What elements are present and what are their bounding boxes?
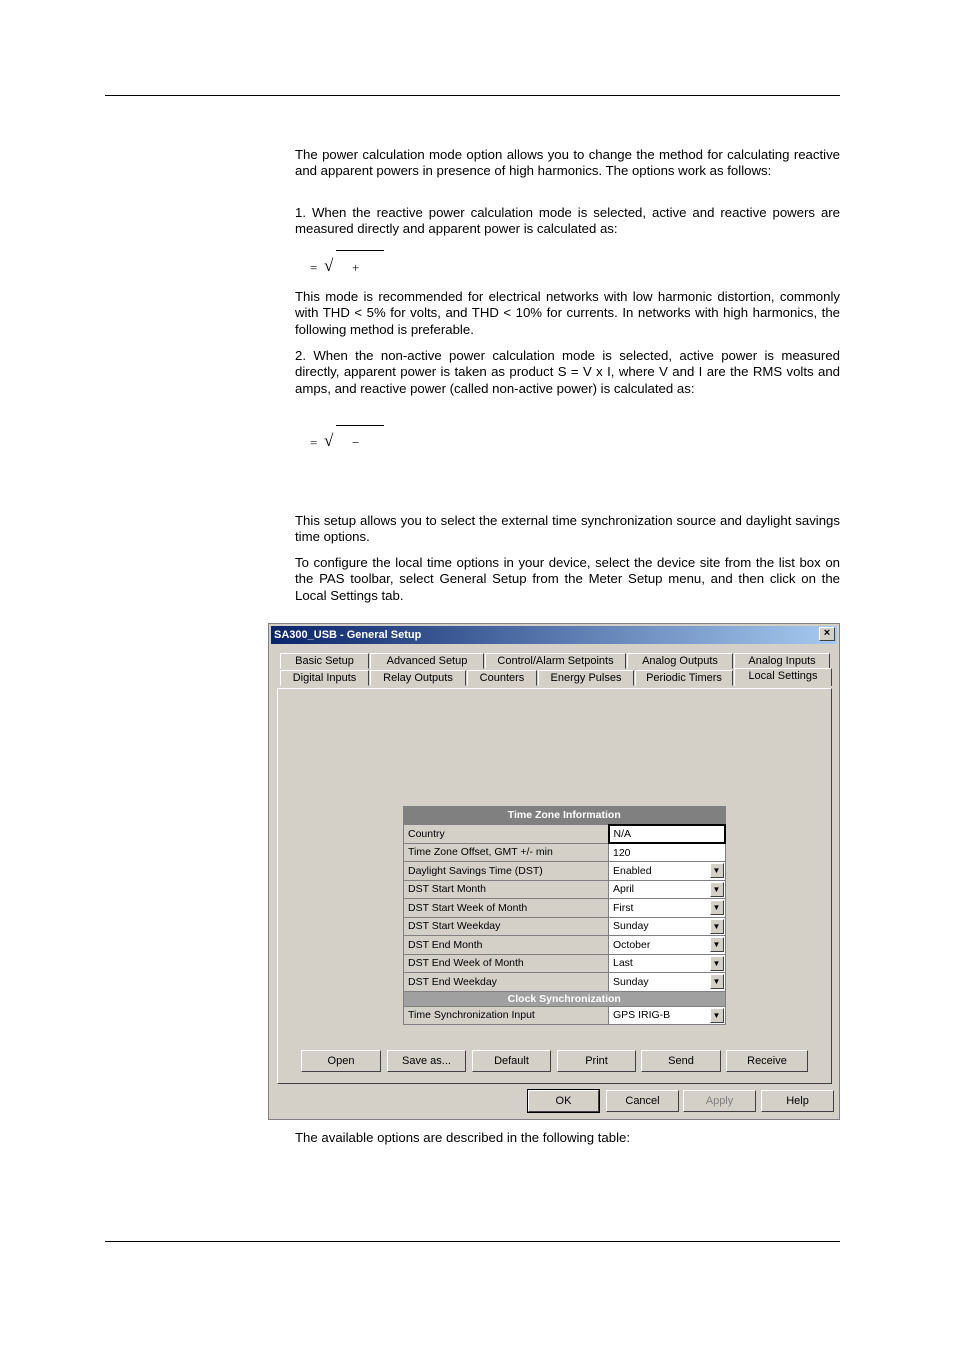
table-row — [404, 899, 726, 918]
dst-start-week-select[interactable] — [609, 899, 726, 918]
paragraph-setup-intro: This setup allows you to select the external time synchronization source and daylight savings time options. — [295, 513, 840, 545]
dst-select[interactable] — [609, 862, 726, 881]
formula-operator: + — [352, 260, 360, 275]
tab-advanced-setup[interactable]: Advanced Setup — [370, 653, 484, 669]
table-row — [404, 880, 726, 899]
sqrt-bar — [336, 425, 384, 426]
dst-start-weekday-value: Sunday — [613, 920, 649, 933]
dst-value: Enabled — [613, 864, 652, 877]
ok-button[interactable]: OK — [528, 1090, 599, 1112]
footer-rule — [105, 1241, 840, 1242]
table-row — [404, 936, 726, 955]
table-row — [404, 954, 726, 973]
chevron-down-icon[interactable]: ▼ — [710, 863, 724, 878]
time-sync-input-value: GPS IRIG-B — [613, 1009, 671, 1022]
tab-analog-inputs[interactable]: Analog Inputs — [734, 653, 830, 669]
tab-basic-setup[interactable]: Basic Setup — [280, 653, 369, 669]
dst-start-month-select[interactable] — [609, 880, 726, 899]
dst-end-weekday-value: Sunday — [613, 975, 649, 988]
tab-digital-inputs[interactable]: Digital Inputs — [280, 670, 369, 686]
dst-end-weekday-select[interactable] — [609, 973, 726, 992]
row-label-dst: Daylight Savings Time (DST) — [404, 862, 609, 881]
row-label-country: Country — [404, 825, 609, 844]
time-zone-offset-value: 120 — [613, 846, 631, 859]
table-row — [404, 862, 726, 881]
chevron-down-icon[interactable]: ▼ — [710, 900, 724, 915]
receive-button[interactable]: Receive — [726, 1050, 808, 1072]
tab-control-alarm-setpoints[interactable]: Control/Alarm Setpoints — [485, 653, 626, 669]
help-button[interactable]: Help — [761, 1090, 834, 1112]
row-label-dst-end-weekday: DST End Weekday — [404, 973, 609, 992]
formula-operator: − — [352, 435, 360, 450]
paragraph-options-table: The available options are described in the following table: — [295, 1130, 631, 1145]
row-label-time-zone-offset: Time Zone Offset, GMT +/- min — [404, 843, 609, 862]
sqrt-bar — [336, 250, 384, 251]
country-input[interactable] — [609, 825, 726, 844]
tab-energy-pulses[interactable]: Energy Pulses — [538, 670, 634, 686]
send-button[interactable]: Send — [641, 1050, 721, 1072]
table-row — [404, 917, 726, 936]
dst-end-month-select[interactable] — [609, 936, 726, 955]
paragraph-nonactive-mode: 2. When the non-active power calculation mode is selected, active power is measured directly, apparent power is taken as product S = V x I, where V and I are the RMS volts and amps, and reactive power (called non-active power) is calculated as: — [295, 348, 840, 396]
tab-counters[interactable]: Counters — [467, 670, 537, 686]
cancel-button[interactable]: Cancel — [606, 1090, 679, 1112]
row-label-dst-end-month: DST End Month — [404, 936, 609, 955]
dst-start-month-value: April — [613, 883, 635, 896]
tab-analog-outputs[interactable]: Analog Outputs — [627, 653, 733, 669]
time-zone-offset-input[interactable] — [609, 843, 726, 862]
section-clock-synchronization: Clock Synchronization — [404, 991, 726, 1006]
tab-periodic-timers[interactable]: Periodic Timers — [635, 670, 733, 686]
table-row — [404, 973, 726, 992]
dst-end-week-value: Last — [613, 957, 633, 970]
dst-end-month-value: October — [613, 938, 651, 951]
dst-start-weekday-select[interactable] — [609, 917, 726, 936]
tab-panel-local-settings — [277, 688, 832, 1084]
apply-button[interactable]: Apply — [683, 1090, 756, 1112]
country-value: N/A — [613, 827, 632, 840]
table-row — [404, 1006, 726, 1025]
paragraph-intro: The power calculation mode option allows you to change the method for calculating reactive and apparent powers in presence of high harmonics. The options work as follows: — [295, 147, 840, 179]
section-time-zone-information: Time Zone Information — [404, 807, 726, 825]
row-label-time-sync-input: Time Synchronization Input — [404, 1006, 609, 1025]
chevron-down-icon[interactable]: ▼ — [710, 919, 724, 934]
chevron-down-icon[interactable]: ▼ — [710, 882, 724, 897]
dialog-titlebar — [271, 626, 837, 644]
paragraph-configure: To configure the local time options in your device, select the device site from the list box on the PAS toolbar, select General Setup from the Meter Setup menu, and then click on the Local Settings tab. — [295, 555, 840, 603]
table-row — [404, 825, 726, 844]
header-rule — [105, 95, 840, 96]
row-label-dst-start-month: DST Start Month — [404, 880, 609, 899]
paragraph-recommended: This mode is recommended for electrical networks with low harmonic distortion, commonly with THD < 5% for volts, and THD < 10% for currents. In networks with high harmonics, the following method is preferable. — [295, 289, 840, 337]
default-button[interactable]: Default — [472, 1050, 551, 1072]
row-label-dst-start-weekday: DST Start Weekday — [404, 917, 609, 936]
sqrt-icon: √ — [324, 431, 334, 450]
general-setup-dialog — [268, 623, 840, 1120]
chevron-down-icon[interactable]: ▼ — [710, 1008, 724, 1023]
time-sync-input-select[interactable] — [609, 1006, 726, 1025]
chevron-down-icon[interactable]: ▼ — [710, 956, 724, 971]
formula-equals: = — [310, 435, 318, 450]
chevron-down-icon[interactable]: ▼ — [710, 937, 724, 952]
row-label-dst-end-week: DST End Week of Month — [404, 954, 609, 973]
table-row — [404, 843, 726, 862]
dialog-title: SA300_USB - General Setup — [274, 629, 422, 641]
tab-local-settings[interactable]: Local Settings — [734, 668, 832, 686]
chevron-down-icon[interactable]: ▼ — [710, 974, 724, 989]
save-as-button[interactable]: Save as... — [387, 1050, 466, 1072]
print-button[interactable]: Print — [557, 1050, 636, 1072]
dst-start-week-value: First — [613, 901, 634, 914]
formula-equals: = — [310, 260, 318, 275]
dst-end-week-select[interactable] — [609, 954, 726, 973]
tab-relay-outputs[interactable]: Relay Outputs — [370, 670, 466, 686]
sqrt-icon: √ — [324, 256, 334, 275]
paragraph-reactive-mode: 1. When the reactive power calculation mode is selected, active and reactive powers are measured directly and apparent power is calculated as: — [295, 205, 840, 237]
row-label-dst-start-week: DST Start Week of Month — [404, 899, 609, 918]
open-button[interactable]: Open — [301, 1050, 381, 1072]
close-icon[interactable]: × — [819, 627, 835, 641]
local-settings-grid — [403, 806, 726, 1025]
